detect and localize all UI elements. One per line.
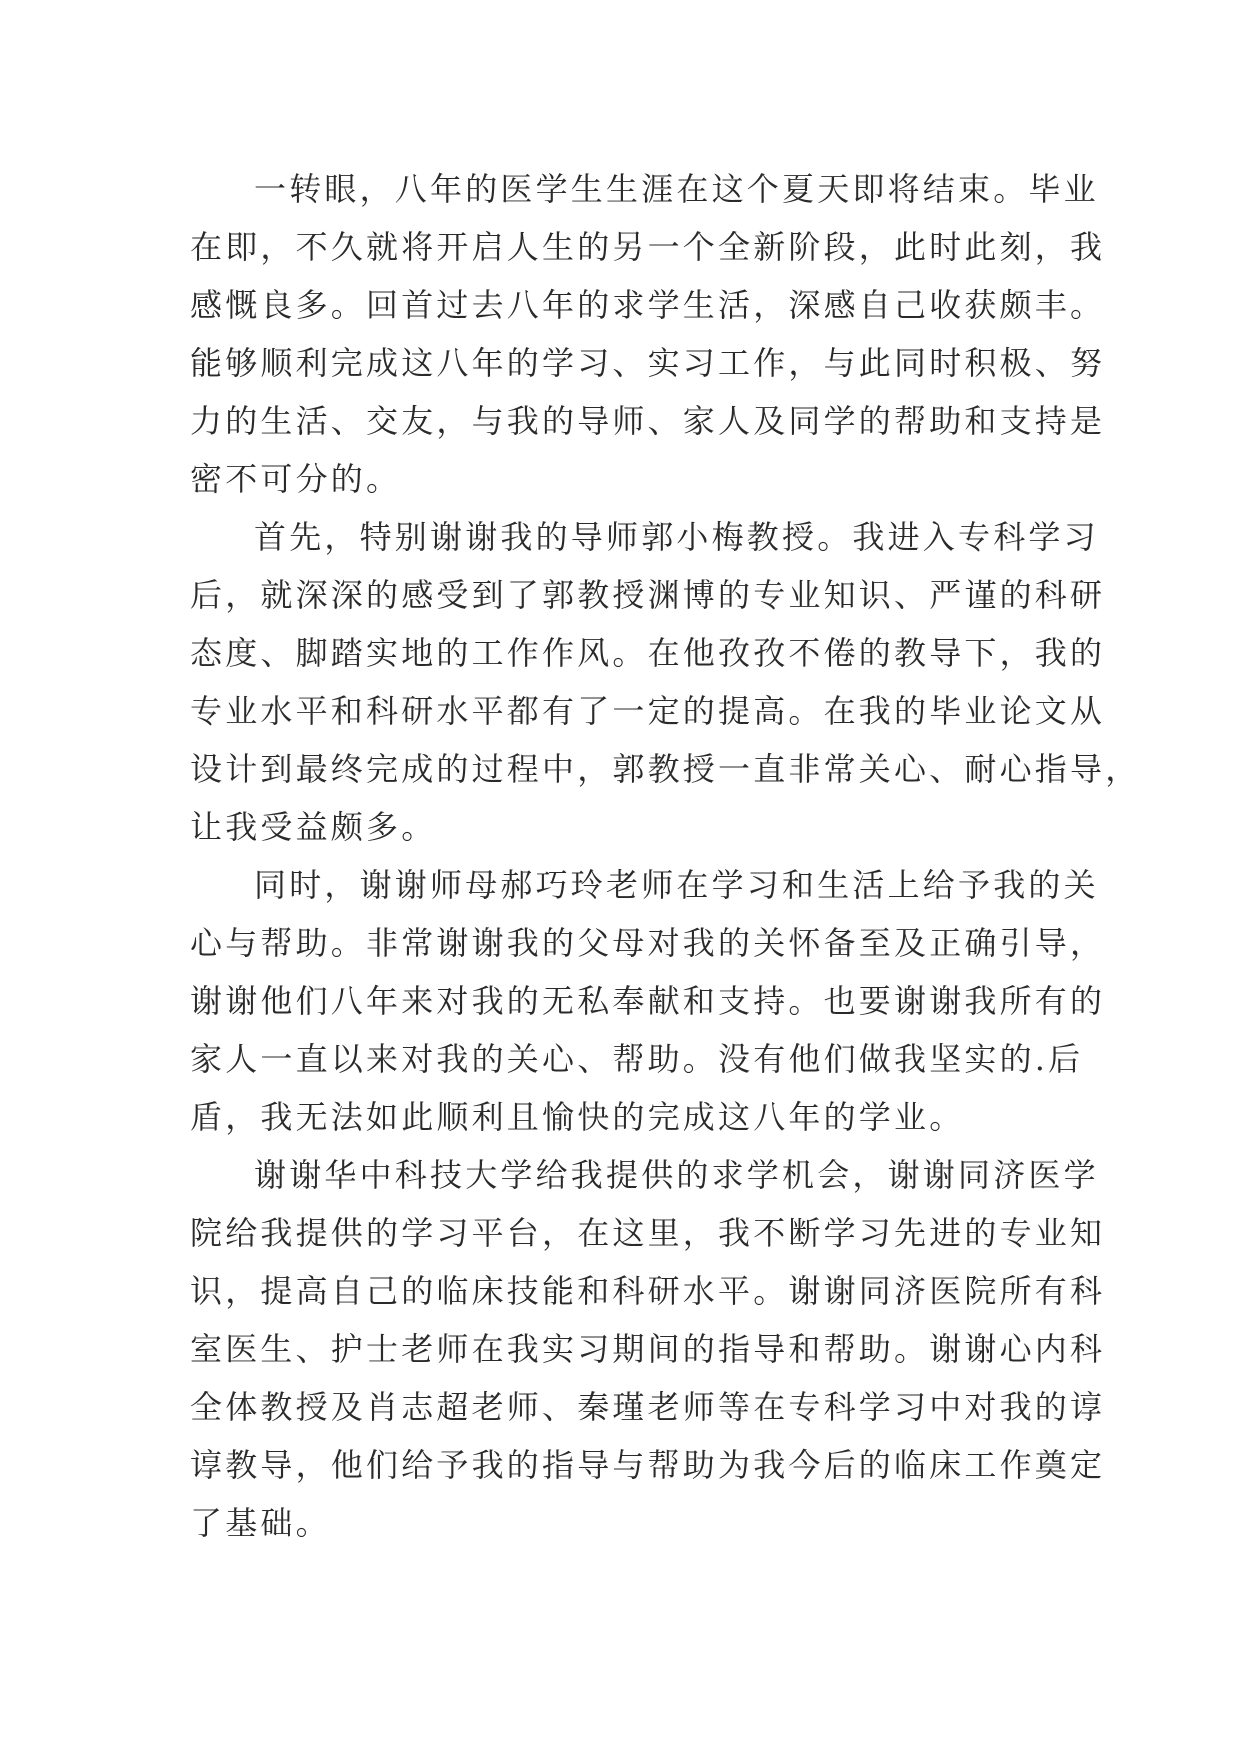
paragraph-4-line-2: 院给我提供的学习平台，在这里，我不断学习先进的专业知 bbox=[190, 1214, 1106, 1252]
paragraph-4-line-4: 室医生、护士老师在我实习期间的指导和帮助。谢谢心内科 bbox=[190, 1330, 1106, 1368]
paragraph-2-line-5: 设计到最终完成的过程中，郭教授一直非常关心、耐心指导， bbox=[190, 750, 1141, 788]
paragraph-4-line-6: 谆教导，他们给予我的指导与帮助为我今后的临床工作奠定 bbox=[190, 1446, 1106, 1484]
paragraph-1-line-2: 在即，不久就将开启人生的另一个全新阶段，此时此刻，我 bbox=[190, 228, 1106, 266]
paragraph-4-line-1: 谢谢华中科技大学给我提供的求学机会，谢谢同济医学 bbox=[254, 1156, 1099, 1194]
paragraph-3-line-5: 盾，我无法如此顺利且愉快的完成这八年的学业。 bbox=[190, 1098, 965, 1136]
paragraph-4-line-3: 识，提高自己的临床技能和科研水平。谢谢同济医院所有科 bbox=[190, 1272, 1106, 1310]
paragraph-1-line-4: 能够顺利完成这八年的学习、实习工作，与此同时积极、努 bbox=[190, 344, 1106, 382]
paragraph-1-line-5: 力的生活、交友，与我的导师、家人及同学的帮助和支持是 bbox=[190, 402, 1106, 440]
paragraph-3-line-4: 家人一直以来对我的关心、帮助。没有他们做我坚实的.后 bbox=[190, 1040, 1084, 1078]
document-body bbox=[190, 160, 1141, 1552]
paragraph-2-line-2: 后，就深深的感受到了郭教授渊博的专业知识、严谨的科研 bbox=[190, 576, 1106, 614]
paragraph-4-line-7: 了基础。 bbox=[190, 1504, 331, 1542]
paragraph-1-line-1: 一转眼，八年的医学生生涯在这个夏天即将结束。毕业 bbox=[254, 170, 1099, 208]
paragraph-2-line-1: 首先，特别谢谢我的导师郭小梅教授。我进入专科学习 bbox=[254, 518, 1099, 556]
paragraph-1-line-3: 感慨良多。回首过去八年的求学生活，深感自己收获颇丰。 bbox=[190, 286, 1106, 324]
paragraph-3-line-3: 谢谢他们八年来对我的无私奉献和支持。也要谢谢我所有的 bbox=[190, 982, 1106, 1020]
paragraph-2-line-6: 让我受益颇多。 bbox=[190, 808, 437, 846]
paragraph-2-line-3: 态度、脚踏实地的工作作风。在他孜孜不倦的教导下，我的 bbox=[190, 634, 1106, 672]
paragraph-3-line-2: 心与帮助。非常谢谢我的父母对我的关怀备至及正确引导， bbox=[190, 924, 1106, 962]
paragraph-4-line-5: 全体教授及肖志超老师、秦瑾老师等在专科学习中对我的谆 bbox=[190, 1388, 1106, 1426]
paragraph-3-line-1: 同时，谢谢师母郝巧玲老师在学习和生活上给予我的关 bbox=[254, 866, 1099, 904]
paragraph-1-line-6: 密不可分的。 bbox=[190, 460, 402, 498]
paragraph-2-line-4: 专业水平和科研水平都有了一定的提高。在我的毕业论文从 bbox=[190, 692, 1106, 730]
